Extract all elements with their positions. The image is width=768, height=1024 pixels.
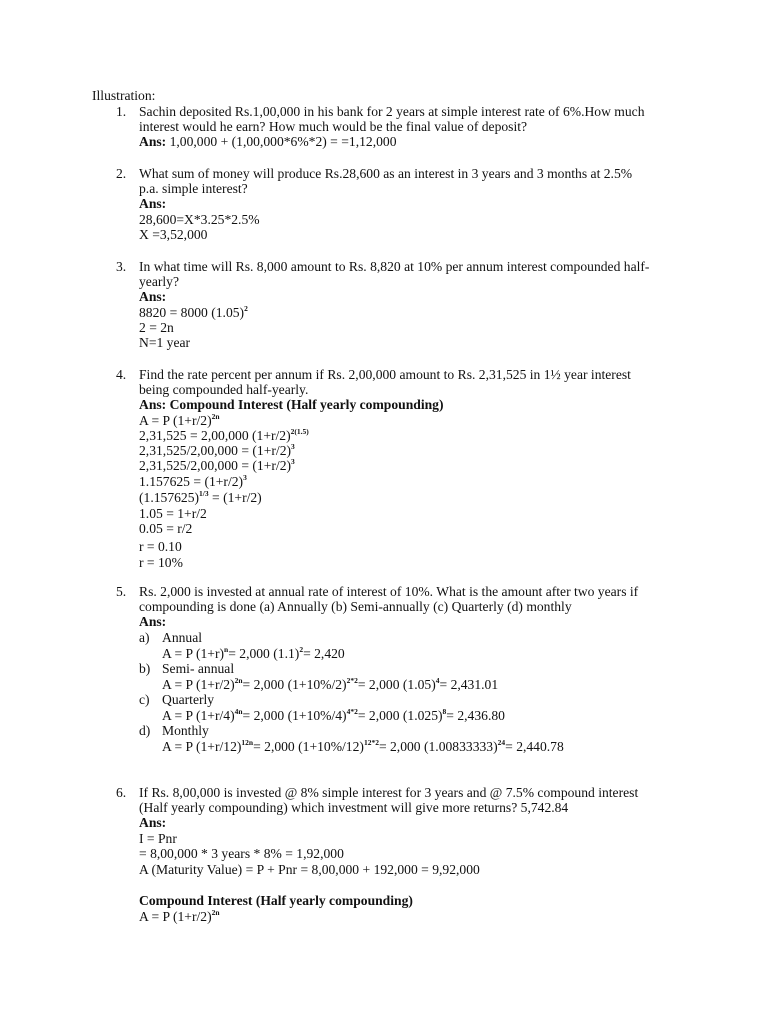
q6-text-line1: If Rs. 8,00,000 is invested @ 8% simple interest for 3 years and @ 7.5% compound interest (139, 785, 639, 800)
q4-formula-1: A = P $(1+r/2)^{2n}$ (139, 412, 220, 428)
q4-formula-4: $2,31,525/2,00,000 = (1+r/2)^3$ (139, 457, 295, 473)
q3-answer-line2: 2 = 2n (139, 320, 174, 335)
q1-answer-value: 1,00,000 + (1,00,000*6%*2) = =1,12,000 (166, 134, 397, 149)
q6-ci-formula: A = P $(1+r/2)^{2n}$ (139, 908, 220, 924)
q5-part-c-title: Quarterly (162, 692, 215, 707)
q5-text-line2: compounding is done (a) Annually (b) Semi-annually (c) Quarterly (d) monthly (139, 599, 572, 614)
q4-formula-2: 2,31,525 = 2,00,000 $(1+r/2)^{2(1.5)}$ (139, 427, 309, 443)
q4-formula-10: r = 10% (139, 555, 183, 570)
q3-eq1-text: 8820 = 8000 (1.05) (139, 305, 245, 320)
q5-part-a-formula: A = P $(1+r)^n= 2,000$ $(1.1)^2= 2,420$ (162, 645, 345, 661)
q2-answer-label: Ans: (139, 196, 167, 211)
q5-part-d-label: d) (139, 723, 151, 738)
q2-answer-line2: X =3,52,000 (139, 227, 208, 242)
q3-number: 3. (116, 259, 127, 274)
q5-part-b-formula: A = P $(1+r/2)^{2n}= 2,000$ $(1+10\%/2)^{2*2}= 2,000$ $(1.05)^4= 2,431.01$ (162, 676, 499, 692)
q6-text-line2: (Half yearly compounding) which investment will give more returns? 5,742.84 (139, 800, 569, 815)
q6-answer-line2: = 8,00,000 * 3 years * 8% = 1,92,000 (139, 846, 344, 861)
q1-answer-label: Ans: (139, 134, 167, 149)
q6-answer-line3: A (Maturity Value) = P + Pnr = 8,00,000 + 192,000 = 9,92,000 (139, 862, 480, 877)
q1-number: 1. (116, 104, 127, 119)
q5-part-c-label: c) (139, 692, 150, 707)
q5-part-a-label: a) (139, 630, 150, 645)
q6-answer-line1: I = Pnr (139, 831, 177, 846)
q2-text-line2: p.a. simple interest? (139, 181, 248, 196)
q4-formula-9: r = 0.10 (139, 539, 182, 554)
q3-answer-label: Ans: (139, 289, 167, 304)
q5-part-b-title: Semi- annual (162, 661, 235, 676)
q4-formula-8: 0.05 = r/2 (139, 521, 193, 536)
q1-text-line2: interest would he earn? How much would be the final value of deposit? (139, 119, 528, 134)
q2-answer-line1: 28,600=X*3.25*2.5% (139, 212, 260, 227)
q4-text-line2: being compounded half-yearly. (139, 382, 309, 397)
q5-part-b-label: b) (139, 661, 151, 676)
q6-ci-heading: Compound Interest (Half yearly compounding) (139, 893, 413, 908)
heading: Illustration: (92, 88, 156, 103)
q2-text-line1: What sum of money will produce Rs.28,600 as an interest in 3 years and 3 months at 2.5% (139, 166, 633, 181)
q2-number: 2. (116, 166, 127, 181)
q4-formula-7: 1.05 = 1+r/2 (139, 506, 207, 521)
q1-answer (139, 134, 397, 149)
q5-part-a-title: Annual (162, 630, 203, 645)
q3-eq1-exponent: 2 (244, 304, 248, 313)
q5-part-d-title: Monthly (162, 723, 209, 738)
q4-formula-3: $2,31,525/2,00,000 = (1+r/2)^3$ (139, 442, 295, 458)
q4-number: 4. (116, 367, 127, 382)
q5-text-line1: Rs. 2,000 is invested at annual rate of interest of 10%. What is the amount after two years if (139, 584, 639, 599)
q5-part-c-formula: A = P $(1+r/4)^{4n}= 2,000$ $(1+10\%/4)^{4*2}= 2,000$ $(1.025)^8= 2,436.80$ (162, 707, 505, 723)
q4-formula-5: $1.157625 = (1+r/2)^3$ (139, 473, 247, 489)
q6-number: 6. (116, 785, 127, 800)
q3-text-line1: In what time will Rs. 8,000 amount to Rs. 8,820 at 10% per annum interest compounded half- (139, 259, 650, 274)
q1-text-line1: Sachin deposited Rs.1,00,000 in his bank for 2 years at simple interest rate of 6%.How much (139, 104, 645, 119)
q3-answer-line3: N=1 year (139, 335, 191, 350)
q4-text-line1: Find the rate percent per annum if Rs. 2,00,000 amount to Rs. 2,31,525 in 1½ year interest (139, 367, 631, 382)
q3-answer-line1 (139, 305, 248, 320)
q3-text-line2: yearly? (139, 274, 179, 289)
q5-part-d-formula: A = P $(1+r/12)^{12n}= 2,000$ $(1+10\%/12)^{12*2}= 2,000$ $(1.00833333)^{24}= 2,440.78$ (162, 738, 564, 754)
q5-number: 5. (116, 584, 127, 599)
q5-answer-label: Ans: (139, 614, 167, 629)
q4-answer-label: Ans: Compound Interest (Half yearly compounding) (139, 397, 444, 412)
q4-formula-6: $(1.157625)^{1/3} = (1+r/2)$ (139, 489, 262, 505)
q6-answer-label: Ans: (139, 815, 167, 830)
